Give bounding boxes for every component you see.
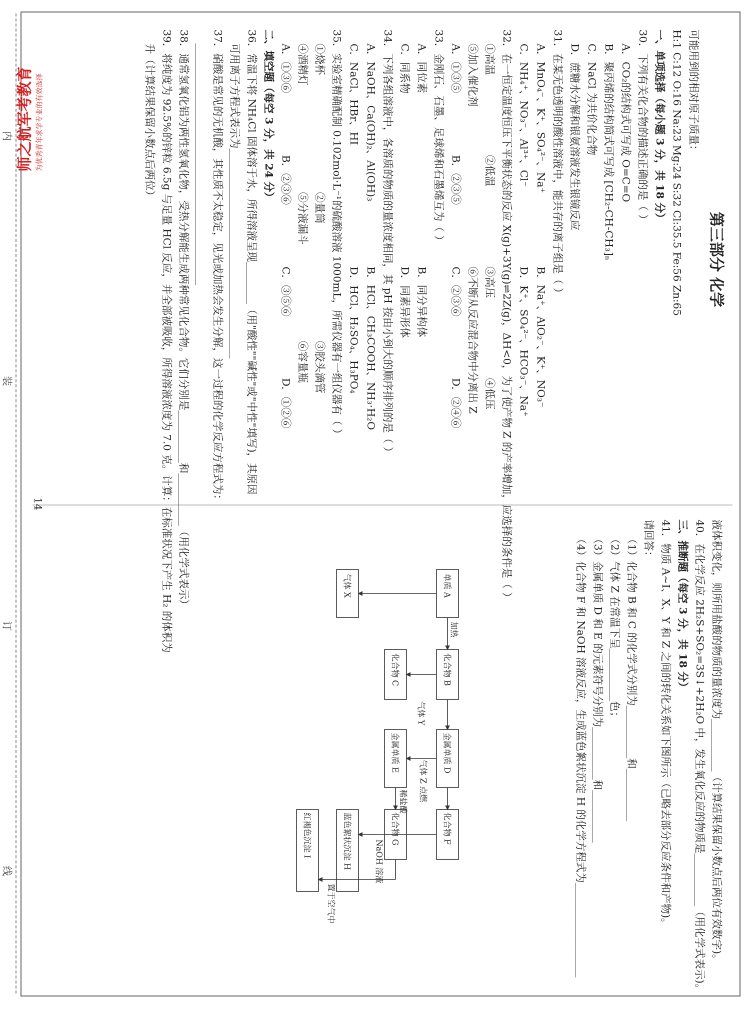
q31-option-a: A．MnO₄⁻、K⁺、SO₄²⁻、Na⁺: [534, 43, 546, 194]
conversion-diagram: [288, 560, 468, 924]
q35-option-c: C．③⑤⑥: [279, 266, 291, 317]
edge-air: 置于空气中: [326, 883, 335, 924]
node-y: 气体 Y: [416, 701, 425, 726]
question-35: 35．实验室精确配制 0.102mol·L⁻¹的硫酸溶液 1000mL，所需仪器有一组仪器有（ ）: [330, 29, 342, 440]
q35-choice: ⑥容量瓶: [296, 340, 308, 383]
q41-sub2: （2）气体 Z 在常温下呈__________色；: [608, 533, 620, 723]
binding-word: 内: [0, 131, 11, 141]
q30-option-c: C．NaCl 为共价化合物: [585, 43, 597, 156]
page-number: 14: [31, 497, 42, 511]
question-40: 40．在化学反应 2H₂S+SO₂=3S↓+2H₂O 中，发生氧化反应的物质是__________（用化学式表示)。: [693, 519, 705, 995]
q41-sub3: （3）金属单质 D 和 E 的元素符号分别为__________和__________: [591, 533, 603, 843]
q35-choices-row1: [310, 30, 327, 490]
node-f: 化合物 F: [442, 812, 451, 845]
binding-word: 装: [0, 376, 11, 386]
part2-heading: 二、填空题（每空 3 分，共 24 分）: [262, 29, 274, 203]
q35-choice: ①烧杯: [313, 43, 325, 75]
q34-option-d: D．HCl、H₂SO₄、H₃PO₄: [347, 266, 359, 394]
q32-option-d: D．②④⑥: [449, 378, 461, 429]
part1-heading: 一、单项选择（每小题 3 分，共 18 分）: [653, 29, 665, 224]
publisher-logo: [13, 22, 44, 172]
q30-option-d: D．蔗糖水分解和银氨溶液发生银镜反应: [568, 43, 580, 231]
node-e: 金属单质 E: [390, 732, 399, 773]
part3-heading: 三、推断题（每空 3 分，共 18 分）: [676, 519, 688, 693]
q32-option-a: A．①③⑤: [449, 43, 461, 94]
q31-option-c: C．NH₄⁺、NO₃⁻、Al³⁺、Cl⁻: [517, 43, 529, 187]
q32-option-c: C．②③⑥: [449, 266, 461, 317]
q33-option-b: B．同分异构体: [415, 266, 427, 338]
question-32: 32．在一恒定温度恒压下平衡状态的反应 X(g)+3Y(g)⇌2Z(g)，ΔH<0，为了使产物 Z 的产率增加，应选择的条件是（ ）: [500, 29, 512, 603]
question-36: 36．常温下将 NH₄Cl 固体溶于水，所得溶液呈现________（用"酸性""碱性"或"中性"填写)，其原因: [245, 29, 257, 495]
q41-prompt: 请回答：: [642, 519, 654, 562]
edge-naoh: NaOH 溶液: [374, 839, 383, 884]
q35-option-b: B．②③⑥: [279, 155, 291, 205]
q31-options-row2: [514, 30, 531, 490]
q35-choice: ⑤分液漏斗: [296, 192, 308, 245]
node-a: 单质 A: [442, 573, 451, 598]
q33-option-d: D．同素异形体: [398, 266, 410, 338]
node-x: 气体 X: [342, 573, 351, 598]
q35-choice: ③胶头滴管: [313, 340, 325, 394]
q35-option-d: D．①②⑥: [279, 378, 291, 429]
q34-options-row2: [344, 30, 361, 490]
q34-option-c: C．NaCl、HBr、HI: [347, 43, 359, 146]
q35-choices-row2: [293, 30, 310, 490]
q33-option-a: A．同位素: [415, 43, 427, 94]
q35-option-a: A．①③⑥: [279, 43, 291, 94]
q32-options: [446, 30, 463, 490]
node-b: 化合物 B: [442, 653, 451, 686]
edge-acid: 稀盐酸: [398, 789, 407, 814]
question-38: 38．通常氢氧化铝为两性氢氧化物，受热分解能生成两种常见化合物。它们分别是__________和__________（用化学式表示）: [177, 29, 189, 610]
node-c: 化合物 C: [390, 653, 399, 687]
q32-option-b: B．②③⑤: [449, 155, 461, 205]
q32-conditions-row2: [463, 30, 480, 490]
q35-choice: ②量筒: [313, 192, 325, 224]
question-39-line2: 升（计算结果保留小数点后两位）: [143, 43, 155, 201]
q33-options-row1: [412, 30, 429, 490]
q33-options-row2: [395, 30, 412, 490]
question-39: 39．将纯度为 92.5%的锌粒 6.5g 与足量 HCl 反应，并全部被吸收，所得溶液浓度为 7.0 克。计算：在标准状况下产生 H₂ 的体积为: [160, 29, 172, 653]
node-d: 金属单质 D: [442, 732, 451, 774]
question-37: 37．硝酸是常见的无机酸，其性质不太稳定，见光或加热会发生分解，这一过程的化学反应方程式为：: [211, 29, 223, 505]
binding-word: 订: [0, 621, 11, 631]
question-33: 33．金刚石、石墨、足球烯和石墨烯互为（ ）: [432, 29, 444, 246]
q41-sub4: （4）化合物 F 和 NaOH 溶液反应，生成蓝色絮状沉淀 H 的化学方程式为__________________: [574, 533, 586, 978]
node-h: 蓝色絮状沉淀 H: [342, 812, 351, 871]
q32-condition: ②低温: [483, 155, 495, 187]
q32-condition: ④低压: [483, 378, 495, 410]
q31-options-row1: [531, 30, 548, 490]
q33-option-c: C．同系物: [398, 43, 410, 94]
right-column: [571, 519, 724, 995]
q32-condition: ⑥不断从反应混合物中分离出 Z: [466, 266, 478, 414]
flow-svg: [288, 560, 468, 924]
question-34: 34．下列各组溶液中，各溶质的物质的量浓度相同，其 pH 按由小到大的顺序排列的是（ ）: [381, 29, 393, 458]
q39-continued: 液体积变化，则所用盐酸的物质的量浓度为__________（计算结果保留小数点后两位有效数字)。: [710, 519, 722, 965]
question-41: 41．物质 A~I、X、Y 和 Z 之间的转化关系如下图所示（已略去部分反应条件和产物)。: [659, 519, 671, 929]
q32-condition: ①高温: [483, 43, 495, 75]
q34-options-row1: [361, 30, 378, 490]
q30-option-a: A．CO₂的结构式可写成 O=C=O: [619, 43, 631, 203]
q35-options: [276, 30, 293, 490]
atomic-masses: H:1 C:12 O:16 Na:23 Mg:24 S:32 Cl:35.5 Fe:56 Zn:65: [670, 29, 682, 316]
answer-blank: ______________________________________________: [194, 43, 206, 285]
question-30: 30．下列有关化合物的描述正确的是（ ）: [636, 29, 648, 225]
intro-text: 可能用到的相对原子质量：: [687, 29, 699, 156]
q41-sub1: （1）化合物 B 和 C 的化学式分别为__________和__________: [625, 533, 637, 822]
binding-word: 线: [0, 866, 11, 876]
node-g: 化合物 G: [390, 812, 399, 846]
q32-condition: ⑤加入催化剂: [466, 43, 478, 107]
logo-sub: 为优秀青年求学专业的有效选择: [35, 73, 43, 172]
q31-option-b: B．Na⁺、AlO₂⁻、K⁺、NO₃⁻: [534, 266, 546, 408]
q32-conditions-row1: [480, 30, 497, 490]
question-31: 31．在某无色透明的酸性溶液中，能共存的离子组是（ ）: [551, 29, 563, 299]
question-36-line2: 可用离子方程式表示为________________________________________: [228, 43, 240, 359]
q31-option-d: D．K⁺、SO₄²⁻、HCO₃⁻、Na⁺: [517, 266, 529, 417]
q32-condition: ③高压: [483, 266, 495, 298]
logo-main: 师之航军考教育: [15, 66, 33, 172]
q30-option-b: B．聚丙烯的结构简式可写成 [CH₂-CH-CH₃]ₙ: [602, 43, 614, 261]
q35-choice: ④酒精灯: [296, 43, 308, 86]
edge-z: 气体 Z 点燃: [418, 759, 427, 803]
node-i: 红褐色沉淀 I: [302, 812, 311, 859]
section-title: 第三部分 化学: [707, 211, 725, 308]
q34-option-a: A．NaOH、Ca(OH)₂、Al(OH)₃: [364, 43, 376, 202]
column-divider: [32, 505, 732, 506]
q34-option-b: B．HCl、CH₃COOH、NH₃·H₂O: [364, 266, 376, 430]
edge-heat: 加热: [449, 621, 458, 638]
